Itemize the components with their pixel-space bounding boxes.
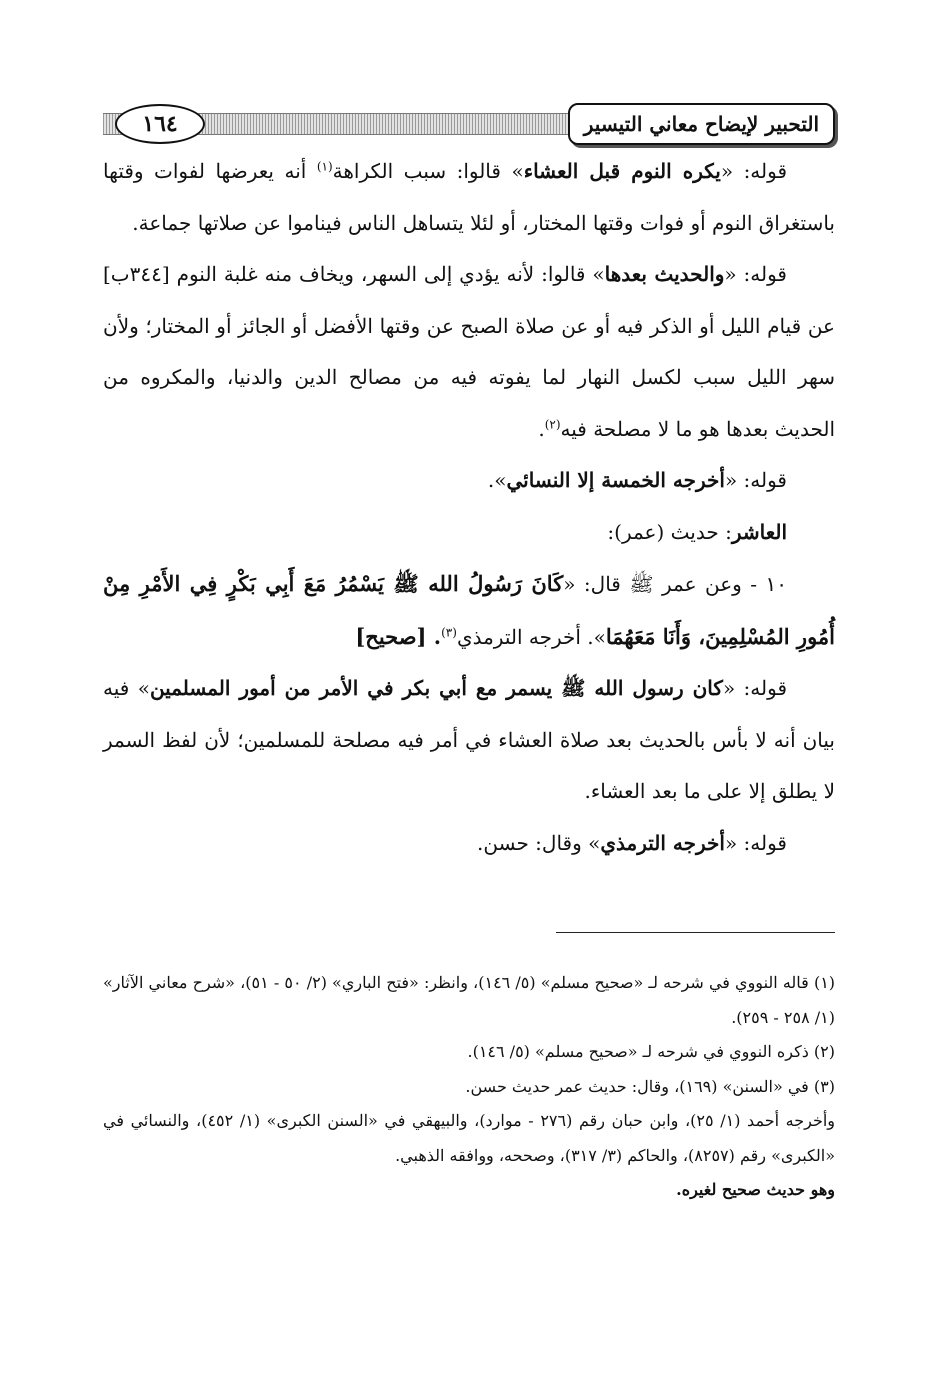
text: أنه يعرضها لفوات وقتها باستغراق النوم أو فوات وقتها المختار، أو لئلا يتساهل الناس فيناموا عن صلاتها جماعة. bbox=[103, 159, 835, 235]
hadith-paragraph bbox=[103, 558, 835, 663]
text: » قالوا: لأنه يؤدي إلى السهر، ويخاف منه غلبة النوم [٣٤٤ب] عن قيام الليل أو الذكر فيه أو عن صلاة الصبح عن وقتها الأفضل أو الجائز أو المختار؛ ولأن سهر الليل سبب لكسل النهار لما يفوته فيه من مصالح الدين والدنيا، والمكروه من الحديث بعدها هو ما لا مصلحة فيه bbox=[103, 262, 835, 441]
text: » فيه بيان أنه لا بأس بالحديث بعد صلاة العشاء في أمر فيه مصلحة للمسلمين؛ لأن لفظ السمر لا يطلق إلا على ما بعد العشاء. bbox=[103, 676, 835, 803]
text: : حسن. bbox=[477, 830, 542, 855]
lead-text: قوله: « bbox=[724, 262, 787, 286]
page-number: ١٦٤ bbox=[115, 104, 205, 144]
text: ». أخرجه الترمذي bbox=[456, 624, 606, 649]
paragraph-7 bbox=[103, 818, 835, 870]
quoted-phrase: أخرجه الخمسة إلا النسائي bbox=[506, 468, 725, 492]
quoted-phrase: والحديث بعدها bbox=[604, 262, 725, 286]
quoted-phrase: أخرجه الترمذي bbox=[600, 830, 725, 855]
lead-text: قوله: « bbox=[724, 830, 787, 855]
paragraph-3 bbox=[103, 455, 835, 507]
lead-text: قوله: « bbox=[724, 468, 787, 492]
text: » وقال bbox=[541, 830, 601, 855]
paragraph-4 bbox=[103, 507, 835, 559]
footnotes bbox=[103, 966, 835, 1208]
footnote-3-grade: وهو حديث صحيح لغيره. bbox=[676, 1180, 835, 1199]
page-header bbox=[103, 100, 835, 148]
paragraph-1 bbox=[103, 146, 835, 249]
hadith-grade: . [صحيح] bbox=[355, 623, 442, 649]
main-text bbox=[103, 146, 835, 869]
footnote-separator bbox=[556, 932, 835, 933]
quoted-phrase: يكره النوم قبل العشاء bbox=[523, 159, 721, 183]
text: . bbox=[538, 416, 545, 441]
quoted-phrase: كان رسول الله ﷺ يسمر مع أبي بكر في الأمر من أمور المسلمين bbox=[149, 676, 723, 700]
text: : حديث (عمر): bbox=[607, 519, 732, 544]
lead-text: قوله: « bbox=[722, 676, 787, 700]
section-label: العاشر bbox=[731, 519, 787, 544]
footnote-3-continued: وأخرجه أحمد (١/ ٢٥)، وابن حبان رقم (٢٧٦ - موارد)، والبيهقي في «السنن الكبرى» (١/ ٤٥٢)، والنسائي في «الكبرى» رقم (٨٢٥٧)، والحاكم (٣/ ٣١٧)، وصححه، ووافقه الذهبي. bbox=[103, 1111, 836, 1165]
footnote-ref-2[interactable]: (٢) bbox=[544, 416, 561, 431]
hadith-text: كَانَ رَسُولُ الله ﷺ يَسْمُرُ مَعَ أَبِي بَكْرٍ فِي الأَمْرِ مِنْ أُمُورِ المُسْلِمِينَ، وَأَنَا مَعَهُمَا bbox=[103, 571, 835, 649]
text: » قالوا: سبب الكراهة bbox=[332, 159, 524, 183]
footnote-2: (٢) ذكره النووي في شرحه لـ «صحيح مسلم» (٥/ ١٤٦). bbox=[467, 1042, 835, 1061]
footnote-ref-1[interactable]: (١) bbox=[316, 159, 333, 174]
paragraph-2 bbox=[103, 249, 835, 455]
footnote-ref-3[interactable]: (٣) bbox=[441, 624, 457, 639]
footnote-3: (٣) في «السنن» (١٦٩)، وقال: حديث عمر حديث حسن. bbox=[465, 1076, 835, 1096]
lead-text: ١٠ - وعن عمر ﷺ قال: « bbox=[563, 572, 788, 596]
footnote-1: (١) قاله النووي في شرحه لـ «صحيح مسلم» (٥/ ١٤٦)، وانظر: «فتح الباري» (٢/ ٥٠ - ٥١)، «شرح معاني الآثار» (١/ ٢٥٨ - ٢٥٩). bbox=[103, 973, 836, 1027]
book-title: التحبير لإيضاح معاني التيسير bbox=[568, 103, 835, 145]
text: ». bbox=[487, 468, 507, 492]
lead-text: قوله: « bbox=[720, 159, 788, 183]
paragraph-6 bbox=[103, 663, 835, 818]
